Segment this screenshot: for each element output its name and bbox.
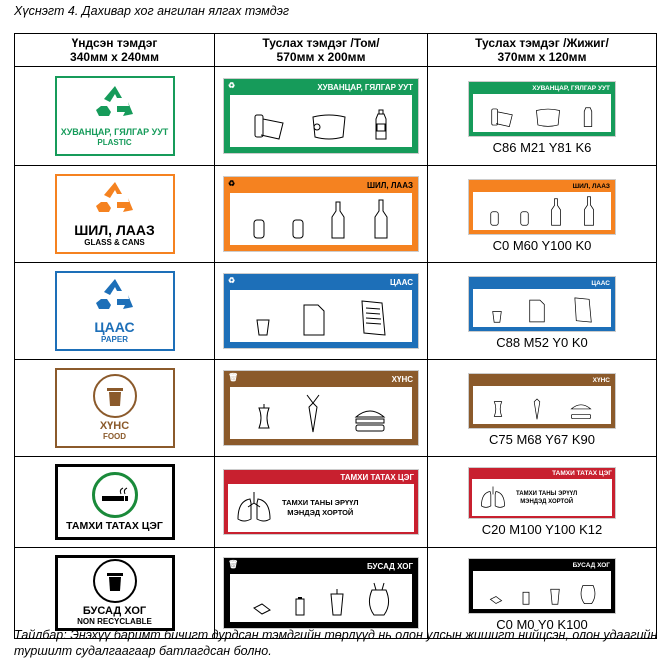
trash-bin-icon: 🗑 bbox=[228, 560, 239, 569]
main-sign-plastic bbox=[55, 76, 175, 156]
main-sign-smoking bbox=[55, 464, 175, 540]
newspaper-icon bbox=[358, 300, 386, 336]
header-large: Туслах тэмдэг /Том/ 570мм х 200мм bbox=[215, 34, 428, 67]
carrot-icon bbox=[303, 393, 323, 433]
trash-bin-icon bbox=[93, 374, 137, 418]
table-row bbox=[15, 67, 657, 166]
trash-bin-icon: 🗑 bbox=[228, 373, 239, 382]
apple-core-icon bbox=[492, 398, 504, 420]
bag-icon bbox=[368, 582, 390, 616]
main-sign-subtitle: FOOD bbox=[102, 432, 127, 441]
sign-text-line: МЭНДЭД ХОРТОЙ bbox=[520, 498, 574, 505]
smoking-icon bbox=[92, 472, 138, 518]
large-sign-paper bbox=[223, 273, 419, 349]
large-sign-food bbox=[223, 370, 419, 446]
cmyk-value: C20 M100 Y100 K12 bbox=[481, 522, 603, 537]
bottle-icon bbox=[373, 199, 389, 239]
large-sign-plastic bbox=[223, 78, 419, 154]
can-icon bbox=[520, 211, 529, 226]
large-sign-smoking bbox=[223, 469, 419, 535]
apple-core-icon bbox=[256, 403, 272, 433]
lungs-icon bbox=[480, 485, 506, 511]
cup-icon bbox=[549, 585, 561, 605]
trash-bin-icon bbox=[93, 559, 137, 603]
bag-icon bbox=[535, 106, 561, 128]
sign-text-line: ТАМХИ ТАНЫ ЭРҮҮЛ bbox=[516, 490, 578, 497]
main-sign-subtitle: GLASS & CANS bbox=[84, 238, 145, 247]
small-sign-smoking bbox=[468, 467, 616, 519]
cmyk-value: C86 M21 Y81 K6 bbox=[492, 140, 592, 155]
sign-text-line: МЭНДЭД ХОРТОЙ bbox=[287, 508, 354, 517]
table-caption: Хүснэгт 4. Дахивар хог ангилан ялгах тэмдэг bbox=[14, 4, 290, 18]
bottle-icon bbox=[373, 109, 389, 141]
small-sign-plastic bbox=[468, 81, 616, 137]
sign-label: ХҮНС bbox=[391, 374, 413, 384]
cup-icon bbox=[492, 310, 502, 323]
sign-label: ТАМХИ ТАТАХ ЦЭГ bbox=[340, 472, 414, 482]
bottle-icon bbox=[583, 196, 595, 226]
wrapper-icon bbox=[489, 595, 503, 605]
battery-icon bbox=[295, 596, 305, 616]
main-sign-other bbox=[55, 555, 175, 631]
burger-icon bbox=[354, 407, 386, 433]
main-sign-subtitle: NON RECYCLABLE bbox=[77, 617, 152, 626]
main-sign-glass bbox=[55, 174, 175, 254]
main-sign-title: ЦААС bbox=[94, 319, 135, 335]
table-row bbox=[15, 263, 657, 360]
sign-label: ЦААС bbox=[390, 277, 413, 287]
recycle-icon: ♻ bbox=[228, 276, 236, 285]
bag-icon bbox=[580, 579, 596, 605]
sign-text-line: ТАМХИ ТАНЫ ЭРҮҮЛ bbox=[282, 498, 359, 507]
can-icon bbox=[490, 211, 499, 226]
main-sign-food bbox=[55, 368, 175, 448]
recycle-icon bbox=[95, 277, 135, 320]
recycle-icon bbox=[95, 180, 135, 223]
main-sign-title: ХҮНС bbox=[99, 420, 130, 432]
table-row bbox=[15, 457, 657, 548]
main-sign-paper bbox=[55, 271, 175, 351]
main-sign-title: ХУВАНЦАР, ГЯЛГАР УУТ bbox=[60, 127, 169, 137]
bottle-icon bbox=[550, 198, 562, 226]
sign-label: ЦААС bbox=[591, 279, 610, 287]
sign-label: ТАМХИ ТАТАХ ЦЭГ bbox=[552, 470, 612, 477]
can-icon bbox=[253, 219, 265, 239]
carrot-icon bbox=[530, 392, 544, 420]
table-row bbox=[15, 166, 657, 263]
header-small: Туслах тэмдэг /Жижиг/ 370мм х 120мм bbox=[428, 34, 657, 67]
footnote: Тайлбар: Энэхүү баримт бичигт дурдсан тэмдгийн төрлүүд нь олон улсын жишигт нийцсэн, олон удаагийн туршилт судалгаагаар батлагдсан болно. bbox=[14, 628, 658, 658]
recycle-icon: ♻ bbox=[228, 81, 236, 90]
battery-icon bbox=[522, 590, 530, 605]
cup-icon bbox=[329, 588, 345, 616]
newspaper-icon bbox=[572, 297, 592, 323]
large-sign-other bbox=[223, 557, 419, 629]
paper-sheet-icon bbox=[529, 299, 545, 323]
sign-label: БУСАД ХОГ bbox=[572, 561, 610, 569]
recycle-icon: ♻ bbox=[228, 179, 236, 188]
header-main: Үндсэн тэмдэг 340мм х 240мм bbox=[15, 34, 215, 67]
plastic-wrap-icon bbox=[253, 111, 285, 141]
lungs-icon bbox=[236, 491, 272, 525]
sign-label: ХУВАНЦАР, ГЯЛГАР УУТ bbox=[317, 82, 413, 92]
sign-label: ШИЛ, ЛААЗ bbox=[572, 182, 610, 190]
bottle-icon bbox=[582, 104, 594, 128]
recycle-icon bbox=[95, 84, 135, 127]
table-row bbox=[15, 360, 657, 457]
large-sign-glass bbox=[223, 176, 419, 252]
cmyk-value: C88 M52 Y0 K0 bbox=[496, 335, 588, 350]
can-icon bbox=[292, 219, 304, 239]
main-sign-title: БУСАД ХОГ bbox=[82, 605, 147, 617]
bottle-icon bbox=[330, 201, 346, 239]
small-sign-other bbox=[468, 558, 616, 614]
sign-label: ХУВАНЦАР, ГЯЛГАР УУТ bbox=[532, 84, 610, 92]
table-row bbox=[15, 548, 657, 639]
main-sign-title: ТАМХИ ТАТАХ ЦЭГ bbox=[66, 520, 163, 532]
main-sign-subtitle: PLASTIC bbox=[97, 138, 132, 147]
sign-label: ХҮНС bbox=[592, 376, 610, 384]
small-sign-paper bbox=[468, 276, 616, 332]
header-row bbox=[15, 34, 657, 67]
sign-table bbox=[14, 33, 657, 639]
cmyk-value: C0 M0 Y0 K100 bbox=[496, 617, 588, 632]
cup-icon bbox=[256, 318, 270, 336]
main-sign-subtitle: PAPER bbox=[101, 335, 128, 344]
cmyk-value: C75 M68 Y67 K90 bbox=[489, 432, 595, 447]
plastic-wrap-icon bbox=[490, 106, 514, 128]
cmyk-value: C0 M60 Y100 K0 bbox=[492, 238, 592, 253]
bag-icon bbox=[311, 111, 347, 141]
wrapper-icon bbox=[252, 602, 272, 616]
small-sign-glass bbox=[468, 179, 616, 235]
main-sign-title: ШИЛ, ЛААЗ bbox=[74, 222, 155, 238]
paper-sheet-icon bbox=[303, 304, 325, 336]
burger-icon bbox=[570, 402, 592, 420]
small-sign-food bbox=[468, 373, 616, 429]
sign-label: ШИЛ, ЛААЗ bbox=[366, 180, 413, 190]
sign-label: БУСАД ХОГ bbox=[367, 561, 413, 571]
